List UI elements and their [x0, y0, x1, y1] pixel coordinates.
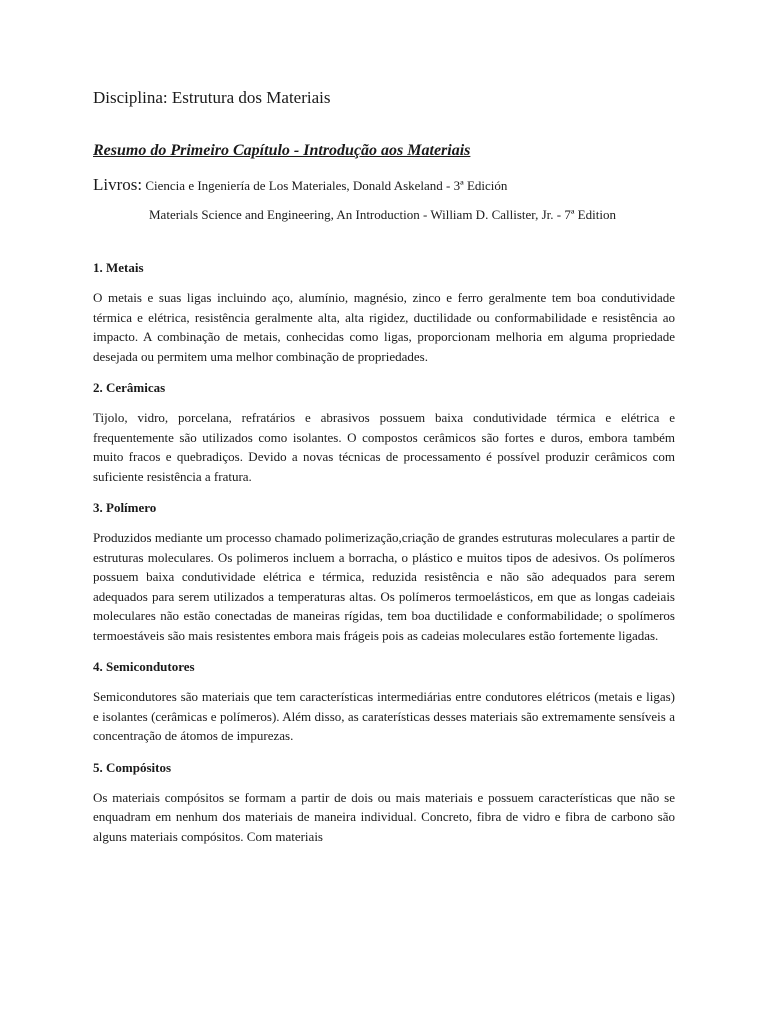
section-semicondutores	[93, 657, 675, 746]
section-heading: 2. Cerâmicas	[93, 380, 166, 395]
section-body: Semicondutores são materiais que tem características intermediárias entre condutores elétricos (metais e ligas) e isolantes (cerâmicas e polímeros). Além disso, as caraterísticas desses materiais são extremamente sensíveis a concentração de átomos de impurezas.	[93, 689, 675, 743]
section-ceramicas	[93, 378, 675, 486]
document-page	[93, 86, 675, 858]
section-body: Produzidos mediante um processo chamado polimerização,criação de grandes estruturas moleculares a partir de estruturas moleculares. Os polimeros incluem a borracha, o plástico e muitos tipos de adesivos. Os polímeros possuem baixa condutividade elétrica e térmica, reduzida resistência e não são adequados para serem adequados para serem utilizados a temperaturas altas. Os polímeros termoelásticos, em que as longas cadeiais moleculares não estão conectadas de maneiras rígidas, tem boa ductilidade e conformabilidade; o spolímeros termoestáveis são mais resistentes embora mais frágeis pois as cadeias moleculares estão fortemente ligadas.	[93, 530, 675, 643]
book-1: Ciencia e Ingeniería de Los Materiales, Donald Askeland - 3ª Edición	[145, 178, 508, 193]
summary-title: Resumo do Primeiro Capítulo - Introdução aos Materiais	[93, 142, 471, 159]
books-line-1	[93, 174, 675, 197]
books-label: Livros:	[93, 175, 143, 194]
section-compositos	[93, 758, 675, 847]
section-polimero	[93, 498, 675, 645]
discipline-title: Disciplina: Estrutura dos Materiais	[93, 88, 331, 107]
section-heading: 3. Polímero	[93, 500, 157, 515]
book-2: Materials Science and Engineering, An Introduction - William D. Callister, Jr. - 7ª Edition	[149, 207, 616, 222]
section-metais	[93, 258, 675, 366]
section-body: Tijolo, vidro, porcelana, refratários e abrasivos possuem baixa condutividade térmica e elétrica e frequentemente são utilizados como isolantes. O compostos cerâmicos são fortes e duros, embora também muito fracos e quebradiços. Devido a novas técnicas de processamento é possível produzir cerâmicos com suficiente resistência a fratura.	[93, 410, 675, 484]
section-heading: 1. Metais	[93, 260, 144, 275]
section-heading: 5. Compósitos	[93, 759, 172, 775]
section-body: O metais e suas ligas incluindo aço, alumínio, magnésio, zinco e ferro geralmente tem boa condutividade térmica e elétrica, resistência geralmente alta, alta rigidez, ductilidade ou conformabilidade e resistência ao impacto. A combinação de metais, conhecidas como ligas, proporcionam melhoria em alguma propriedade desejada ou permitem uma melhor combinação de propriedades.	[93, 290, 675, 364]
section-body: Os materiais compósitos se formam a partir de dois ou mais materiais e possuem características que não se enquadram em nenhum dos materiais de maneira individual. Concreto, fibra de vidro e fibra de carbono são alguns materiais compósitos. Com materiais	[93, 789, 675, 844]
section-heading: 4. Semicondutores	[93, 659, 195, 674]
